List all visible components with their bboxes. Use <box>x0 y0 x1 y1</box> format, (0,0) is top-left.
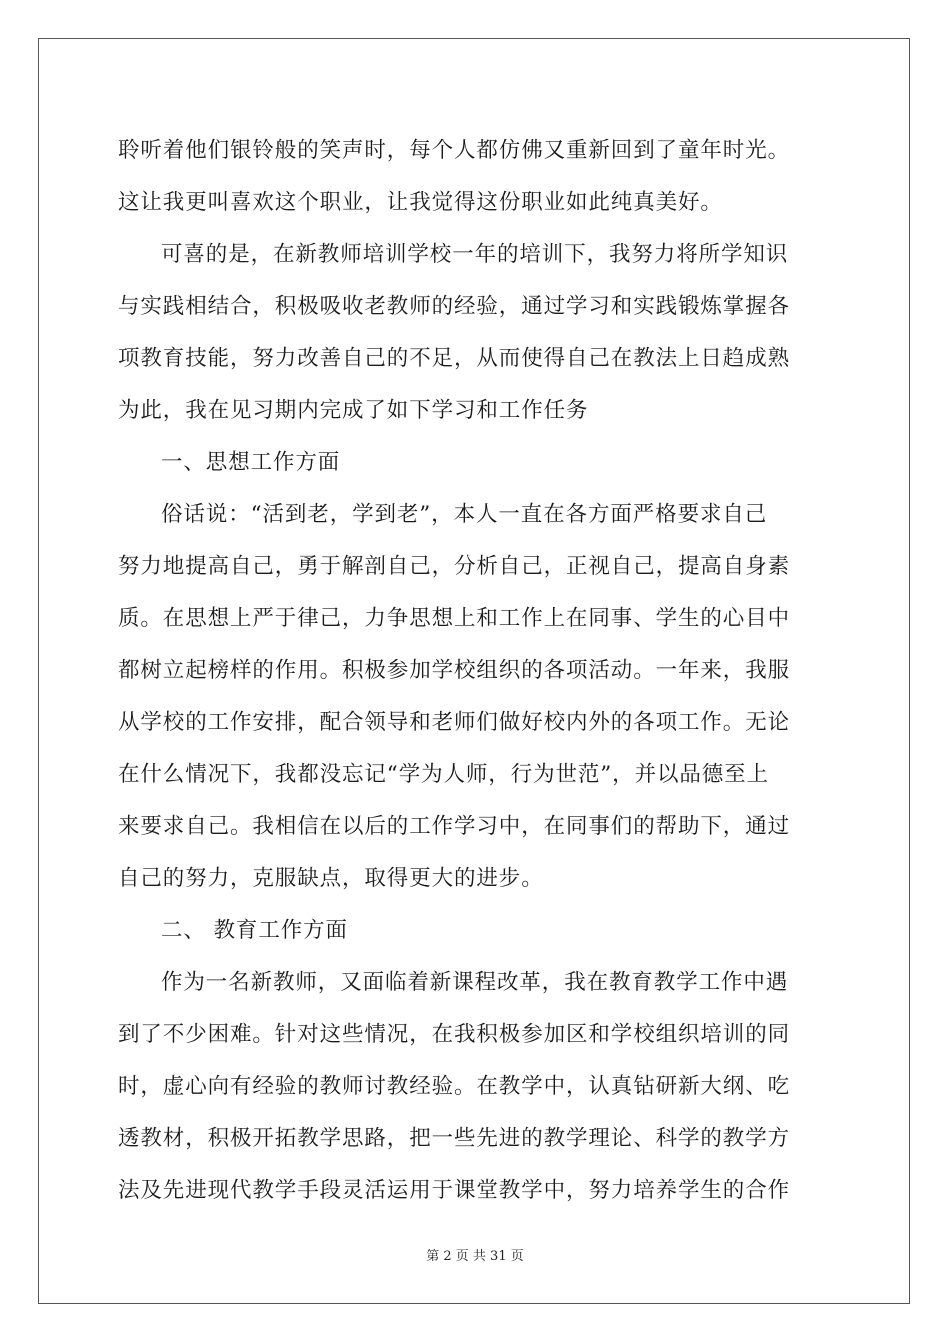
text-line: 从学校的工作安排，配合领导和老师们做好校内外的各项工作。无论 <box>118 710 791 735</box>
text-line: 为此，我在见习期内完成了如下学习和工作任务 <box>118 398 589 423</box>
text-line: 法及先进现代教学手段灵活运用于课堂教学中，努力培养学生的合作 <box>118 1178 791 1203</box>
text-line: 质。在思想上严于律己，力争思想上和工作上在同事、学生的心目中 <box>118 606 791 631</box>
text-line: 俗话说：“活到老，学到老”，本人一直在各方面严格要求自己 <box>161 502 768 527</box>
page-number-footer: 第 2 页 共 31 页 <box>426 1249 524 1264</box>
text-line: 项教育技能，努力改善自己的不足，从而使得自己在教法上日趋成熟 <box>118 346 791 371</box>
text-line: 这让我更叫喜欢这个职业，让我觉得这份职业如此纯真美好。 <box>118 190 723 215</box>
text-line: 可喜的是，在新教师培训学校一年的培训下，我努力将所学知识 <box>161 242 789 267</box>
text-line: 努力地提高自己，勇于解剖自己，分析自己，正视自己，提高自身素 <box>118 554 791 579</box>
text-line: 来要求自己。我相信在以后的工作学习中，在同事们的帮助下，通过 <box>118 814 791 839</box>
document-body <box>118 125 838 1217</box>
text-line: 时，虚心向有经验的教师讨教经验。在教学中，认真钻研新大纲、吃 <box>118 1074 791 1099</box>
text-line: 聆听着他们银铃般的笑声时，每个人都仿佛又重新回到了童年时光。 <box>118 138 791 163</box>
text-line: 透教材，积极开拓教学思路，把一些先进的教学理论、科学的教学方 <box>118 1126 791 1151</box>
text-line: 作为一名新教师，又面临着新课程改革，我在教育教学工作中遇 <box>161 970 789 995</box>
section-heading: 一、思想工作方面 <box>161 450 341 475</box>
text-line: 到了不少困难。针对这些情况，在我积极参加区和学校组织培训的同 <box>118 1022 791 1047</box>
text-line: 自己的努力，克服缺点，取得更大的进步。 <box>118 866 544 891</box>
text-line: 都树立起榜样的作用。积极参加学校组织的各项活动。一年来，我服 <box>118 658 791 683</box>
text-line: 在什么情况下，我都没忘记“学为人师，行为世范”，并以品德至上 <box>118 762 769 787</box>
text-line: 与实践相结合，积极吸收老教师的经验，通过学习和实践锻炼掌握各 <box>118 294 791 319</box>
section-heading: 二、 教育工作方面 <box>161 918 348 943</box>
